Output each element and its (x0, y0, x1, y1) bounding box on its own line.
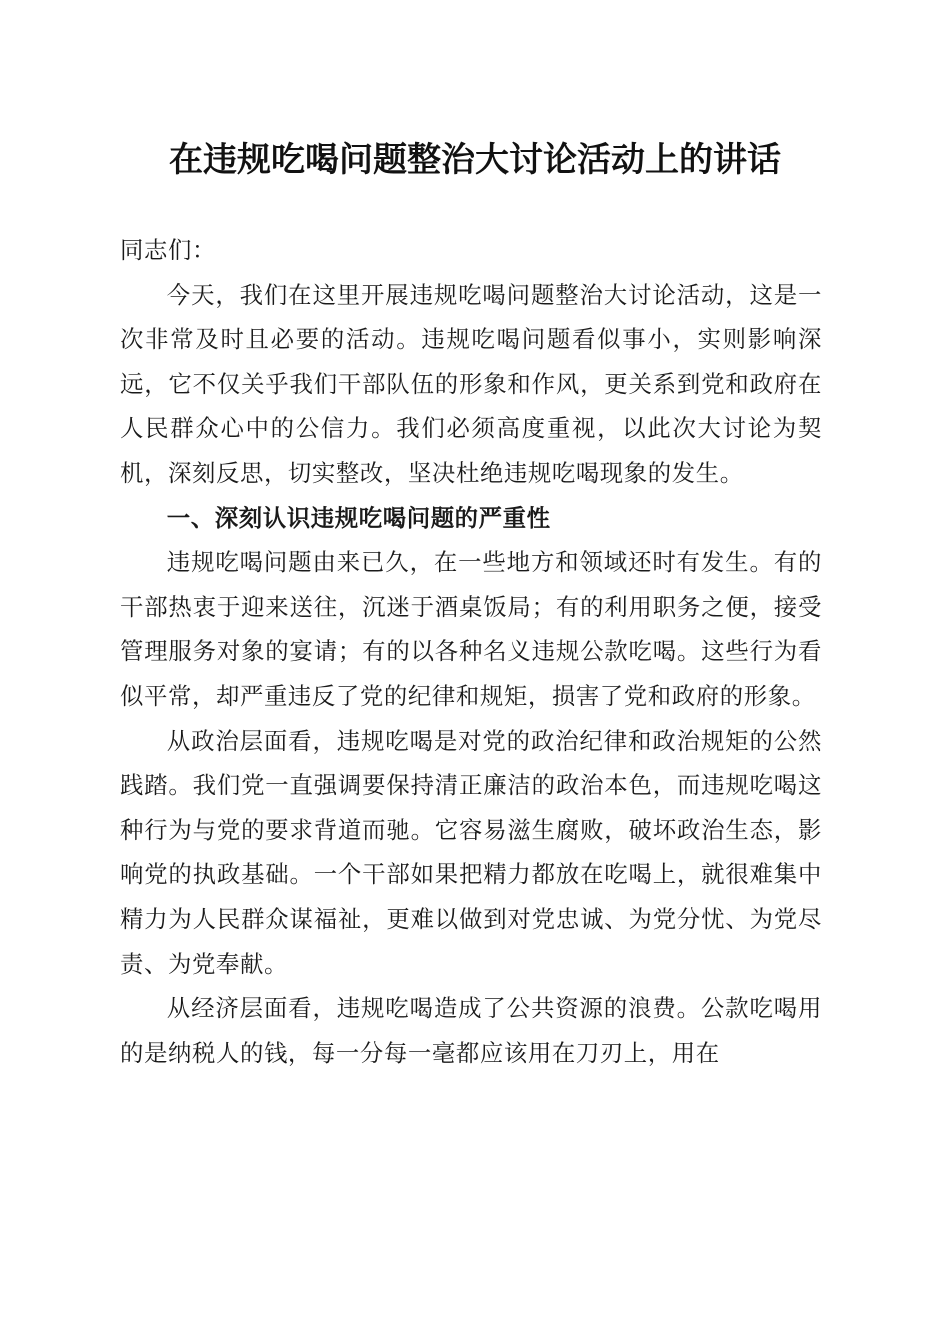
paragraph: 从经济层面看，违规吃喝造成了公共资源的浪费。公款吃喝用的是纳税人的钱，每一分每一毫都应该用在刀刃上，用在 (120, 994, 822, 1067)
section-heading: 一、深刻认识违规吃喝问题的严重性 (166, 503, 551, 532)
paragraph: 违规吃喝问题由来已久，在一些地方和领域还时有发生。有的干部热衷于迎来送往，沉迷于酒桌饭局；有的利用职务之便，接受管理服务对象的宴请；有的以各种名义违规公款吃喝。这些行为看似平常，却严重违反了党的纪律和规矩，损害了党和政府的形象。 (120, 548, 822, 710)
paragraph-intro: 今天，我们在这里开展违规吃喝问题整治大讨论活动，这是一次非常及时且必要的活动。违规吃喝问题看似事小，实则影响深远，它不仅关乎我们干部队伍的形象和作风，更关系到党和政府在人民群众心中的公信力。我们必须高度重视，以此次大讨论为契机，深刻反思，切实整改，坚决杜绝违规吃喝现象的发生。 (120, 280, 822, 487)
paragraph: 从政治层面看，违规吃喝是对党的政治纪律和政治规矩的公然践踏。我们党一直强调要保持清正廉洁的政治本色，而违规吃喝这种行为与党的要求背道而驰。它容易滋生腐败，破坏政治生态，影响党的执政基础。一个干部如果把精力都放在吃喝上，就很难集中精力为人民群众谋福祉，更难以做到对党忠诚、为党分忧、为党尽责、为党奉献。 (120, 726, 822, 978)
document-body (120, 228, 822, 1075)
document-title: 在违规吃喝问题整治大讨论活动上的讲话 (169, 140, 781, 180)
salutation: 同志们： (120, 236, 216, 264)
